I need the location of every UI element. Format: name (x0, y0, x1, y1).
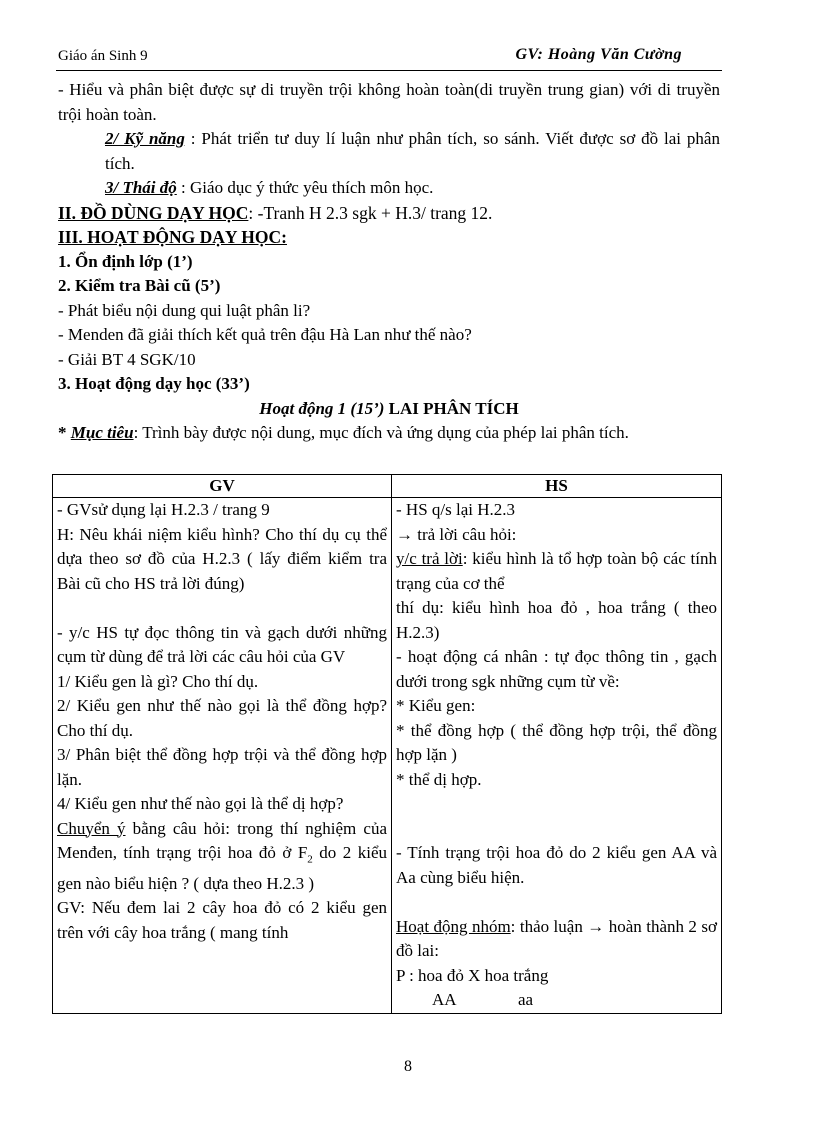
step-3-end: ) (244, 374, 250, 393)
transition-end: do 2 kiểu gen nào biểu hiện ? ( dựa theo H.2.3 ) (57, 843, 387, 893)
table-row (53, 498, 722, 1014)
attitude-text: : Giáo dục ý thức yêu thích môn học. (176, 178, 434, 197)
skill-line (58, 127, 720, 176)
hs-cell (392, 498, 722, 1014)
step-3-label: 3. Hoạt động dạy học ( (58, 374, 222, 393)
gv-line: 3/ Phân biệt thể đồng hợp trội và thể đồng hợp lặn. (57, 745, 387, 789)
gv-line: GV: Nếu đem lai 2 cây hoa đỏ có 2 kiểu gen trên với cây hoa trắng ( mang tính (57, 898, 387, 942)
gv-line: H: Nêu khái niệm kiểu hình? Cho thí dụ cụ thể dựa theo sơ đồ của H.2.3 ( lấy điểm kiểm tra Bài cũ cho HS trả lời đúng) (57, 524, 387, 593)
hs-line: - hoạt động cá nhân : tự đọc thông tin , gạch dưới trong sgk những cụm từ về: (396, 647, 717, 691)
activity-title (58, 397, 720, 422)
column-gv: GV (53, 475, 392, 498)
objective-line: - Hiểu và phân biệt được sự di truyền trội không hoàn toàn(di truyền trung gian) với di truyền trội hoàn toàn. (58, 80, 720, 124)
hs-answer (396, 547, 717, 596)
gv-line: - y/c HS tự đọc thông tin và gạch dưới những cụm từ dùng để trả lời các câu hỏi của GV (57, 622, 387, 666)
review-question-1: - Phát biểu nội dung qui luật phân li? (58, 300, 311, 320)
section-2-text: : -Tranh H 2.3 sgk + H.3/ trang 12. (248, 202, 493, 223)
spacer (396, 890, 717, 915)
transition-label: Chuyển ý (57, 818, 126, 838)
step-3 (58, 372, 720, 397)
section-2 (58, 201, 720, 226)
gv-line: 4/ Kiểu gen như thế nào gọi là thể dị hợp? (57, 794, 344, 813)
group-label: Hoạt động nhóm (396, 916, 511, 936)
attitude-line (58, 176, 720, 201)
activity-goal (58, 421, 720, 446)
activity-table (52, 474, 722, 1014)
goal-text: : Trình bày được nội dung, mục đích và ứng dụng của phép lai phân tích. (133, 423, 629, 442)
skill-text: : Phát triển tư duy lí luận như phân tích, so sánh. Viết được sơ đồ lai phân tích. (105, 129, 720, 173)
transition-sub: 2 (307, 853, 313, 866)
header-teacher: GV: Hoàng Văn Cường (515, 46, 682, 63)
hs-group (396, 915, 717, 964)
goal-star: * (58, 423, 71, 442)
hs-line: thí dụ: kiểu hình hoa đỏ , hoa trắng ( theo H.2.3) (396, 598, 717, 642)
review-question-3: - Giải BT 4 SGK/10 (58, 349, 196, 369)
skill-label: 2/ Kỹ năng (105, 129, 185, 148)
review-question-2: - Menden đã giải thích kết quả trên đậu Hà Lan như thế nào? (58, 325, 472, 344)
attitude-label: 3/ Thái độ (105, 178, 177, 197)
genotype-aa-recessive: aa (518, 990, 534, 1009)
activity-title-bold: LAI PHÂN TÍCH (384, 398, 519, 418)
spacer (396, 792, 717, 841)
document-body (58, 78, 720, 446)
hs-line: - HS q/s lại H.2.3 (396, 500, 515, 519)
genotype-aa-dominant: AA (432, 990, 457, 1009)
hs-line: P : hoa đỏ X hoa trắng (396, 965, 549, 985)
hs-genotypes (396, 988, 717, 1013)
header-subject: Giáo án Sinh 9 (58, 48, 148, 64)
answer-text: : kiểu hình là tổ hợp toàn bộ các tính trạng của cơ thể (396, 549, 717, 593)
step-2: 2. Kiểm tra Bài cũ (5’) (58, 276, 221, 295)
hs-line: → trả lời câu hỏi: (396, 524, 517, 544)
hs-line: - Tính trạng trội hoa đỏ do 2 kiểu gen AA và Aa cùng biểu hiện. (396, 843, 717, 887)
gv-line: 2/ Kiểu gen như thế nào gọi là thể đồng hợp? Cho thí dụ. (57, 696, 387, 740)
answer-label: y/c trả lời (396, 549, 463, 568)
spacer (57, 596, 387, 621)
group-text: : thảo luận → hoàn thành 2 sơ đồ lai: (396, 916, 717, 960)
transition-text: bằng câu hỏi: trong thí nghiệm của Menđen, tính trạng trội hoa đỏ ở F (57, 818, 387, 862)
gv-cell (53, 498, 392, 1014)
hs-line: * thể đồng hợp ( thể đồng hợp trội, thể đồng hợp lặn ) (396, 720, 717, 764)
page-header (56, 46, 722, 71)
column-hs: HS (392, 475, 722, 498)
section-3-label: III. HOẠT ĐỘNG DẠY HỌC: (58, 227, 287, 247)
hs-line: * Kiểu gen: (396, 696, 476, 715)
gv-line: 1/ Kiểu gen là gì? Cho thí dụ. (57, 671, 259, 691)
gv-line: - GVsử dụng lại H.2.3 / trang 9 (57, 500, 270, 519)
gv-transition (57, 817, 387, 897)
hs-line: * thể dị hợp. (396, 769, 482, 789)
table-header-row (53, 475, 722, 498)
page-number: 8 (404, 1058, 412, 1075)
section-2-label: II. ĐỒ DÙNG DẠY HỌC (58, 202, 249, 223)
section-3 (58, 225, 720, 250)
step-3-time: 33’ (221, 374, 245, 393)
step-1: 1. Ổn định lớp (1’) (58, 251, 193, 271)
goal-label: Mục tiêu (70, 423, 134, 442)
activity-title-italic: Hoạt động 1 (15’) (259, 398, 385, 418)
